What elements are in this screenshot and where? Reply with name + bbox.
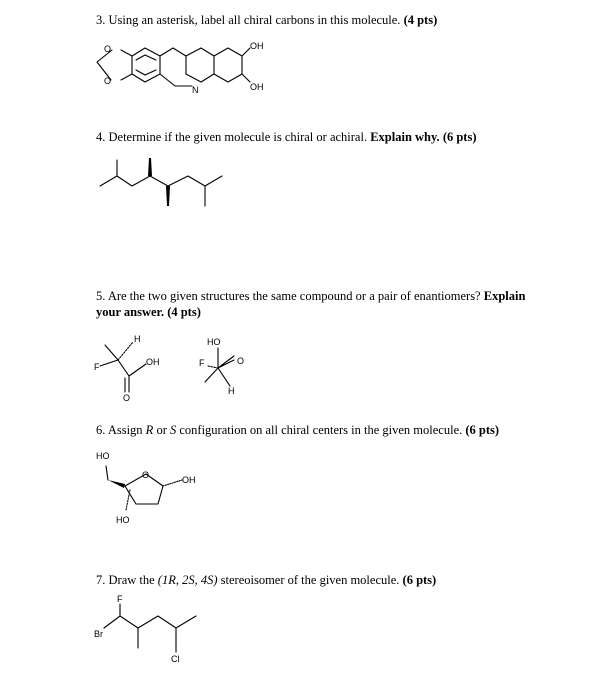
q3-text: Using an asterisk, label all chiral carbons in this molecule. bbox=[108, 13, 401, 27]
q5-number: 5. bbox=[96, 289, 106, 303]
q7-cl: Cl bbox=[171, 654, 180, 664]
q3-o2: O bbox=[104, 76, 112, 86]
q5-o: O bbox=[123, 393, 131, 403]
question-4 bbox=[96, 129, 477, 145]
q6-post: configuration on all chiral centers in the given molecule. bbox=[179, 423, 463, 437]
q5-right-structure bbox=[199, 337, 244, 396]
q7-br: Br bbox=[94, 629, 103, 639]
q5-oh: OH bbox=[146, 357, 160, 367]
question-7 bbox=[96, 572, 436, 588]
q5-o2: O bbox=[237, 356, 245, 366]
q5-f1: F bbox=[94, 362, 100, 372]
q3-number: 3. bbox=[96, 13, 106, 27]
q4-text: Determine if the given molecule is chiral or achiral. bbox=[108, 130, 368, 144]
q6-ho2: HO bbox=[116, 515, 130, 525]
q3-oh2: OH bbox=[250, 82, 264, 92]
q7-molecule bbox=[94, 594, 196, 664]
q5-h2: H bbox=[228, 386, 235, 396]
q6-oh: OH bbox=[182, 475, 196, 485]
q5-h1: H bbox=[134, 334, 141, 344]
q7-stereo: (1R, 2S, 4S) bbox=[157, 573, 218, 587]
q4-points: (6 pts) bbox=[442, 130, 477, 144]
q7-pre: Draw the bbox=[108, 573, 155, 587]
q3-o1: O bbox=[104, 44, 112, 54]
q6-s: S bbox=[169, 423, 177, 437]
q4-molecule bbox=[100, 158, 222, 206]
q7-f: F bbox=[117, 594, 123, 604]
question-5 bbox=[96, 288, 546, 320]
question-6 bbox=[96, 422, 499, 438]
q3-points: (4 pts) bbox=[403, 13, 438, 27]
q6-ho1: HO bbox=[96, 451, 110, 461]
q6-o: O bbox=[142, 470, 150, 480]
q5-explain: Explain bbox=[483, 289, 526, 303]
q5-ho: HO bbox=[207, 337, 221, 347]
q4-number: 4. bbox=[96, 130, 106, 144]
q7-number: 7. bbox=[96, 573, 106, 587]
q5-text: Are the two given structures the same compound or a pair of enantiomers? bbox=[107, 289, 481, 303]
q7-points: (6 pts) bbox=[402, 573, 437, 587]
q6-pre: Assign bbox=[107, 423, 143, 437]
q6-or: or bbox=[156, 423, 167, 437]
q3-oh1: OH bbox=[250, 41, 264, 51]
q6-number: 6. bbox=[96, 423, 106, 437]
q3-molecule bbox=[97, 41, 264, 95]
q4-explain: Explain why. bbox=[370, 130, 440, 144]
q5-answer: your answer. (4 pts) bbox=[96, 305, 201, 319]
q5-f2: F bbox=[199, 358, 205, 368]
q6-r: R bbox=[145, 423, 154, 437]
q7-post: stereoisomer of the given molecule. bbox=[220, 573, 400, 587]
q6-molecule bbox=[96, 451, 196, 525]
q6-points: (6 pts) bbox=[465, 423, 500, 437]
q3-n: N bbox=[192, 85, 199, 95]
q5-left-structure bbox=[94, 334, 160, 403]
